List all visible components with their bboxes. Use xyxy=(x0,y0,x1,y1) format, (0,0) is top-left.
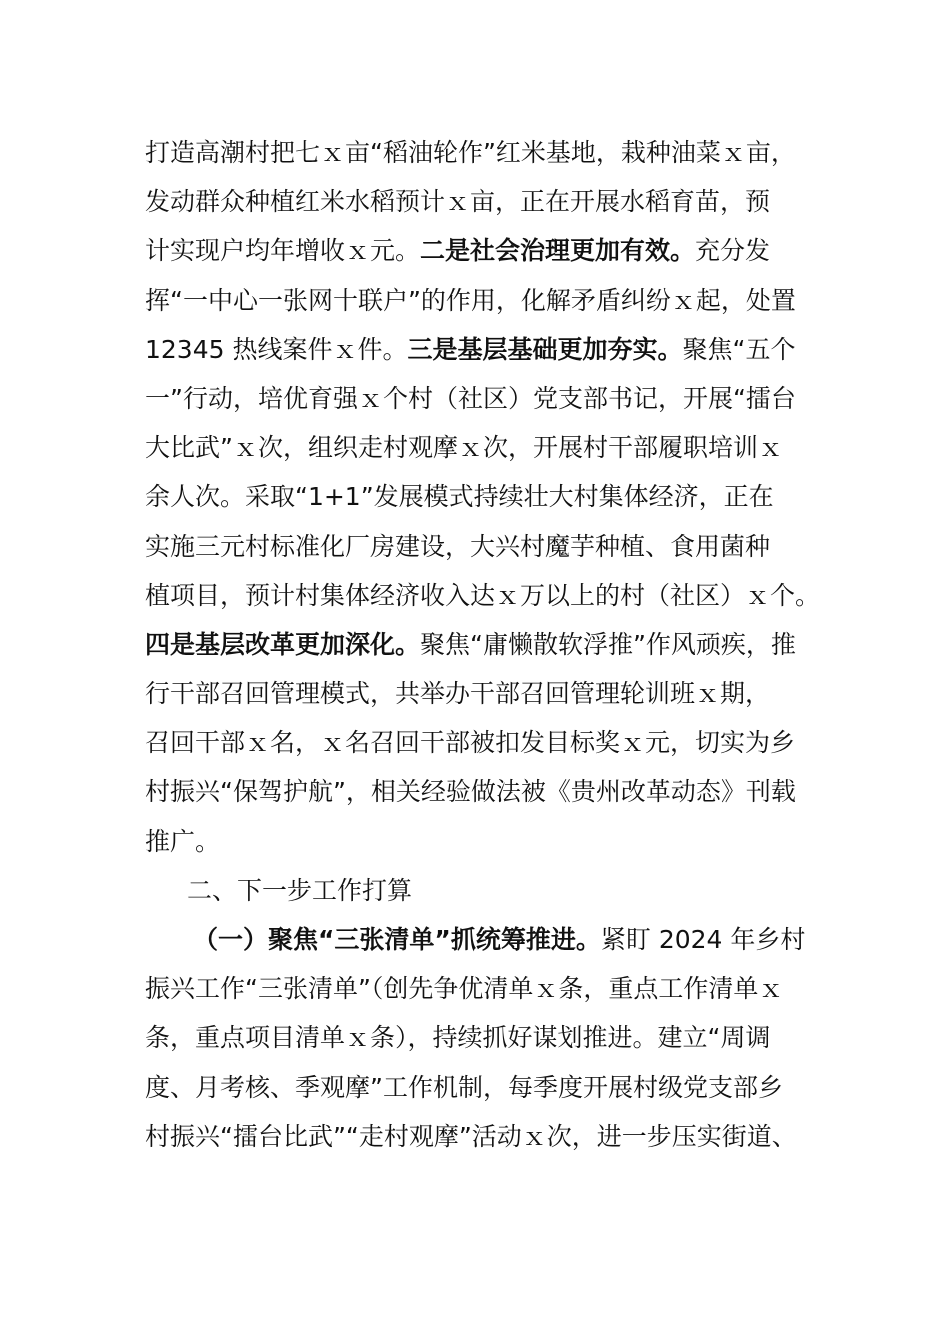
text-run: 聚焦“庸懒散软浮推”作风顽疾，推 xyxy=(420,629,796,659)
text-run: 实施三元村标准化厂房建设，大兴村魔芋种植、食用菌种 xyxy=(145,531,771,561)
text-line xyxy=(145,522,825,571)
bold-lead-phrase: 四是基层改革更加深化。 xyxy=(145,629,421,659)
text-run: 充分发 xyxy=(695,236,771,266)
text-run: 余人次。采取“1+1”发展模式持续壮大村集体经济，正在 xyxy=(145,482,774,512)
section-heading-text: 二、下一步工作打算 xyxy=(187,875,413,905)
text-line xyxy=(145,620,825,669)
text-run: 度、月考核、季观摩”工作机制，每季度开展村级党支部乡 xyxy=(145,1072,783,1102)
text-line xyxy=(145,374,825,423)
bold-lead-phrase: 二是社会治理更加有效。 xyxy=(420,236,696,266)
text-run: 聚焦“五个 xyxy=(682,334,796,364)
text-run: 村振兴“保驾护航”，相关经验做法被《贵州改革动态》刊载 xyxy=(145,777,796,807)
text-run: 村振兴“擂台比武”“走村观摩”活动ｘ次，进一步压实街道、 xyxy=(145,1121,797,1151)
text-line xyxy=(145,423,825,472)
text-line xyxy=(145,1112,825,1161)
text-run: 条，重点项目清单ｘ条），持续抓好谋划推进。建立“周调 xyxy=(145,1023,771,1053)
text-run: 计实现户均年增收ｘ元。 xyxy=(145,236,421,266)
text-line xyxy=(145,767,825,816)
text-line xyxy=(145,1013,825,1062)
subsection-heading: （一）聚焦“三张清单”抓统筹推进。 xyxy=(193,925,601,954)
text-run: 打造高潮村把七ｘ亩“稻油轮作”红米基地，栽种油菜ｘ亩， xyxy=(145,138,796,167)
text-line xyxy=(145,1063,825,1112)
text-line xyxy=(145,817,825,866)
text-run: 12345 热线案件ｘ件。 xyxy=(145,334,408,364)
text-run: 植项目，预计村集体经济收入达ｘ万以上的村（社区）ｘ个。 xyxy=(145,580,821,610)
text-line xyxy=(145,472,825,521)
text-line xyxy=(145,325,825,374)
text-line xyxy=(145,964,825,1013)
text-run: 行干部召回管理模式，共举办干部召回管理轮训班ｘ期， xyxy=(145,679,771,709)
section-heading xyxy=(145,866,825,915)
text-run: 挥“一中心一张网十联户”的作用，化解矛盾纠纷ｘ起，处置 xyxy=(145,285,796,315)
text-line xyxy=(145,226,825,275)
bold-lead-phrase: 三是基层基础更加夯实。 xyxy=(407,334,683,364)
text-run: 振兴工作“三张清单”（创先争优清单ｘ条，重点工作清单ｘ xyxy=(145,974,784,1004)
text-line xyxy=(145,718,825,767)
text-line xyxy=(145,177,825,226)
text-run: 发动群众种植红米水稻预计ｘ亩，正在开展水稻育苗，预 xyxy=(145,187,771,217)
text-run: 一”行动，培优育强ｘ个村（社区）党支部书记，开展“擂台 xyxy=(145,383,796,413)
text-line xyxy=(145,128,825,177)
text-line xyxy=(145,276,825,325)
text-run: 召回干部ｘ名，ｘ名召回干部被扣发目标奖ｘ元，切实为乡 xyxy=(145,728,796,758)
text-line xyxy=(145,669,825,718)
text-run: 大比武”ｘ次，组织走村观摩ｘ次，开展村干部履职培训ｘ xyxy=(145,433,783,463)
text-run: 推广。 xyxy=(145,826,221,856)
text-line xyxy=(145,571,825,620)
text-line xyxy=(145,915,825,964)
document-body xyxy=(145,128,825,1161)
text-run: 紧盯 2024 年乡村 xyxy=(600,925,806,954)
